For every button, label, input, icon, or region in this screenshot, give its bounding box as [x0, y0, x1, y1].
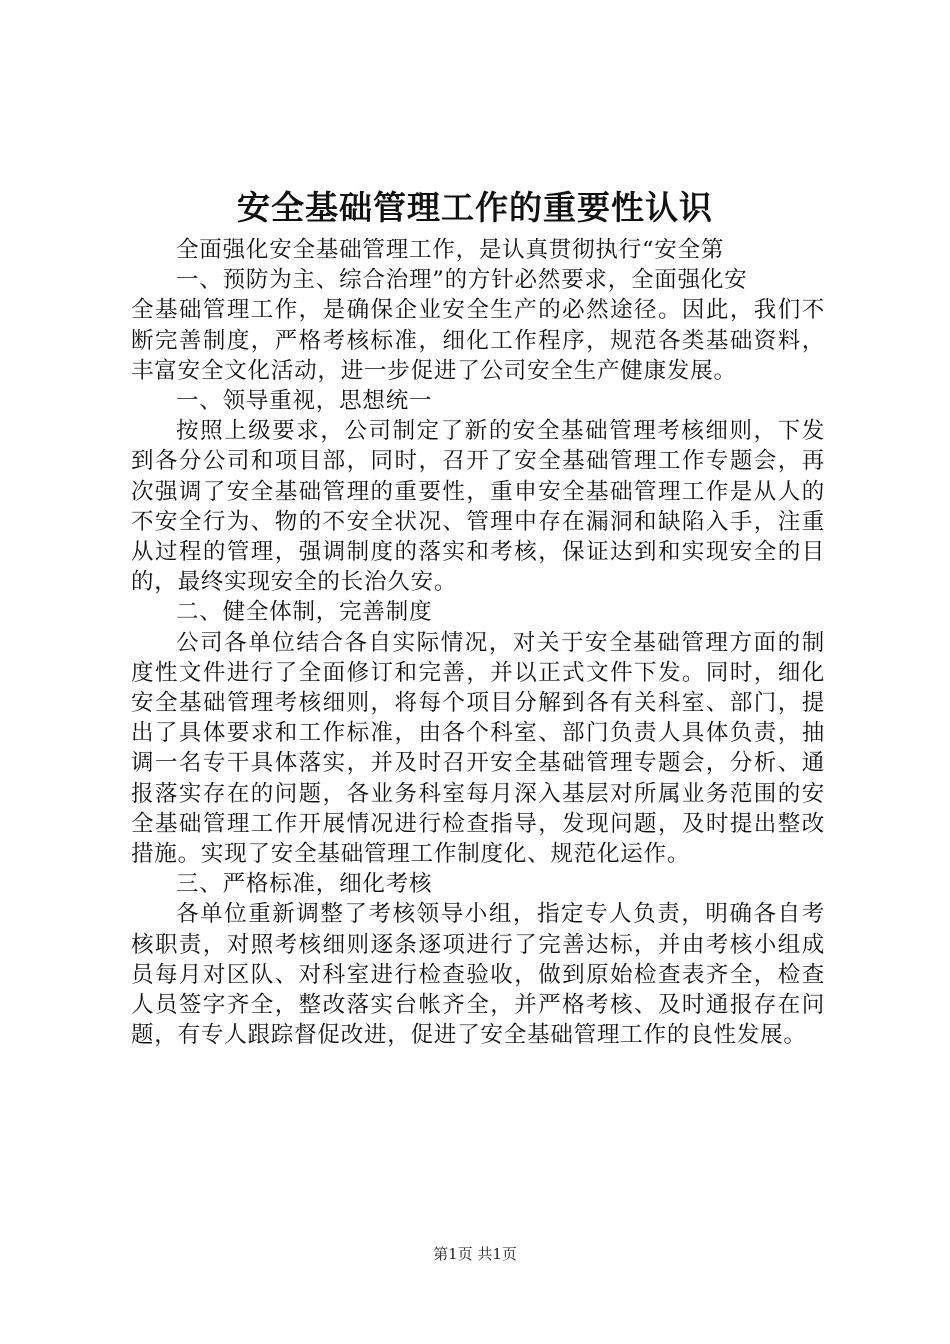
section-heading-1: 一、领导重视，思想统一	[176, 388, 433, 415]
section-heading-2: 二、健全体制，完善制度	[176, 599, 433, 626]
section-paragraph-1: 按照上级要求，公司制定了新的安全基础管理考核细则，下发到各分公司和项目部，同时，召开了安全基础管理工作专题会，再次强调了安全基础管理的重要性，重申安全基础管理工作是从人的不安全行为、物的不安全状况、管理中存在漏洞和缺陷入手，注重从过程的管理，强调制度的落实和考核，保证达到和实现安全的目的，最终实现安全的长治久安。	[131, 418, 825, 596]
intro-line-2: 一、预防为主、综合治理”的方针必然要求，全面强化安	[176, 267, 748, 294]
section-heading-3: 三、严格标准，细化考核	[176, 871, 433, 898]
section-paragraph-3: 各单位重新调整了考核领导小组，指定专人负责，明确各自考核职责，对照考核细则逐条逐项进行了完善达标，并由考核小组成员每月对区队、对科室进行检查验收，做到原始检查表齐全，检查人员签字齐全，整改落实台帐齐全，并严格考核、及时通报存在问题，有专人跟踪督促改进，促进了安全基础管理工作的良性发展。	[131, 901, 825, 1049]
intro-line-1: 全面强化安全基础管理工作，是认真贯彻执行“安全第	[176, 237, 725, 263]
section-paragraph-2: 公司各单位结合各自实际情况，对关于安全基础管理方面的制度性文件进行了全面修订和完善，并以正式文件下发。同时，细化安全基础管理考核细则，将每个项目分解到各有关科室、部门，提出了具体要求和工作标准，由各个科室、部门负责人具体负责，抽调一名专干具体落实，并及时召开安全基础管理专题会，分析、通报落实存在的问题，各业务科室每月深入基层对所属业务范围的安全基础管理工作开展情况进行检查指导，发现问题，及时提出整改措施。实现了安全基础管理工作制度化、规范化运作。	[131, 629, 825, 868]
document-title: 安全基础管理工作的重要性认识	[237, 188, 713, 227]
document-body	[131, 235, 825, 1050]
page-footer: 第1页 共1页	[433, 1245, 517, 1263]
intro-paragraph: 全基础管理工作，是确保企业安全生产的必然途径。因此，我们不断完善制度，严格考核标准，细化工作程序，规范各类基础资料，丰富安全文化活动，进一步促进了公司安全生产健康发展。	[131, 297, 825, 384]
